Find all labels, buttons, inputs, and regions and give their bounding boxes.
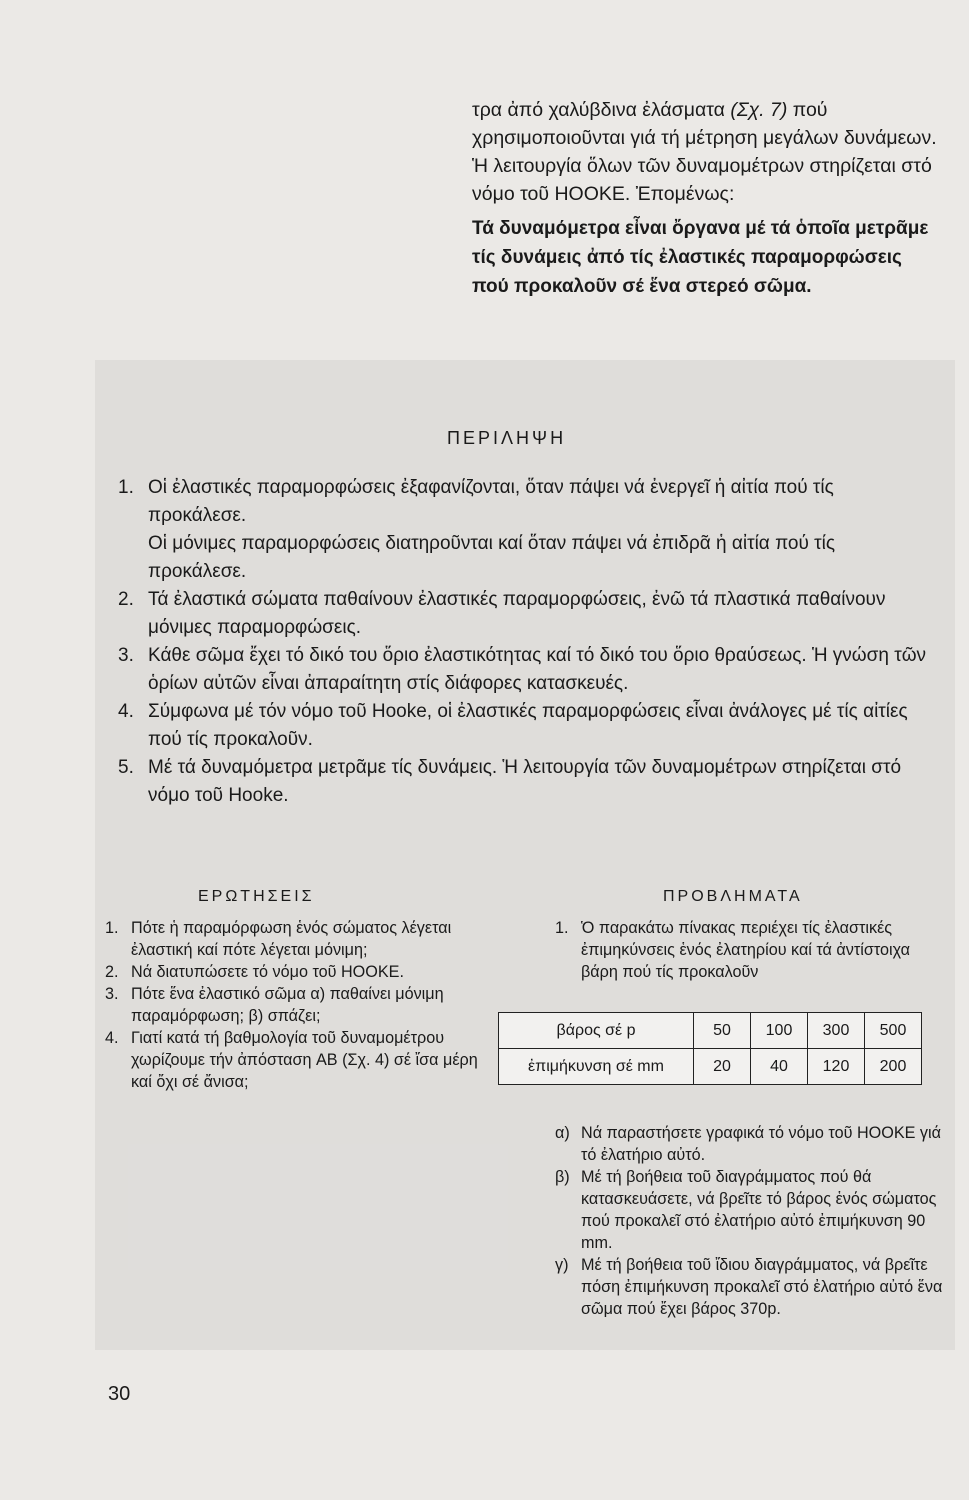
summary-item-text: Σύμφωνα μέ τόν νόμο τοῦ Hooke, οἱ ἐλαστικές παραμορφώσεις εἶναι ἀνάλογες μέ τίς αἰτίες πού τίς προκαλοῦν.	[148, 701, 908, 750]
question-text: Πότε ἕνα ἐλαστικό σῶμα α) παθαίνει μόνιμη παραμόρφωση; β) σπάζει;	[131, 985, 444, 1025]
question-item	[105, 917, 500, 961]
summary-item-number: 5.	[118, 757, 134, 778]
summary-title: ΠΕΡΙΛΗΨΗ	[447, 428, 567, 448]
summary-item-text: Μέ τά δυναμόμετρα μετρᾶμε τίς δυνάμεις. Ἡ λειτουργία τῶν δυναμομέτρων στηρίζεται στό νόμο τοῦ Hooke.	[148, 757, 902, 806]
question-text: Πότε ἡ παραμόρφωση ἑνός σώματος λέγεται ἐλαστική καί πότε λέγεται μόνιμη;	[131, 919, 452, 959]
question-number: 1.	[105, 919, 119, 937]
definition-bold: Τά δυναμόμετρα εἶναι ὄργανα μέ τά ὁποῖα μετρᾶμε τίς δυνάμεις ἀπό τίς ἐλαστικές παραμορφώσεις πού προκαλοῦν σέ ἕνα στερεό σῶμα.	[472, 218, 929, 297]
intro-paragraph	[472, 96, 942, 208]
summary-item	[118, 698, 928, 754]
question-text: Γιατί κατά τή βαθμολογία τοῦ δυναμομέτρου χωρίζουμε τήν ἀπόσταση AB (Σχ. 4) σέ ἴσα μέρη καί ὄχι σέ ἄνισα;	[131, 1029, 478, 1091]
summary-item-number: 1.	[118, 477, 134, 498]
table-cell: 500	[865, 1013, 922, 1049]
summary-item-number: 3.	[118, 645, 134, 666]
subquestion-item	[555, 1254, 950, 1320]
table-row-weight	[499, 1013, 922, 1049]
summary-item	[118, 754, 928, 810]
question-number: 2.	[105, 963, 119, 981]
weight-extension-table	[498, 1012, 922, 1085]
problem-text: Ὁ παρακάτω πίνακας περιέχει τίς ἐλαστικές ἐπιμηκύνσεις ἑνός ἐλατηρίου καί τά ἀντίστοιχα βάρη πού τίς προκαλοῦν	[581, 919, 911, 981]
summary-item	[118, 642, 928, 698]
summary-list	[118, 474, 928, 810]
problem-number: 1.	[555, 919, 569, 937]
subquestion-label: γ)	[555, 1256, 569, 1274]
summary-item-text: Οἱ ἐλαστικές παραμορφώσεις ἐξαφανίζονται, ὅταν πάψει νά ἐνεργεῖ ἡ αἰτία πού τίς προκάλεσε.	[148, 477, 834, 526]
summary-item-number: 2.	[118, 589, 134, 610]
summary-item-text: Οἱ μόνιμες παραμορφώσεις διατηροῦνται καί ὅταν πάψει νά ἐπιδρᾶ ἡ αἰτία πού τίς προκάλεσε.	[148, 533, 836, 582]
summary-item	[118, 474, 928, 586]
questions-list	[105, 917, 500, 1093]
intro-text-end: πού χρησιμοποιοῦνται γιά τή μέτρηση μεγάλων δυνάμεων. Ἡ λειτουργία ὅλων τῶν δυναμομέτρων στηρίζεται στό νόμο τοῦ HOOKE. Ἐπομένως:	[472, 99, 937, 205]
subquestion-text: Μέ τή βοήθεια τοῦ διαγράμματος πού θά κατασκευάσετε, νά βρεῖτε τό βάρος ἑνός σώματος πού προκαλεῖ στό ἐλατήριο αὐτό ἐπιμήκυνση 90 mm.	[581, 1168, 937, 1252]
table-row-label: ἐπιμήκυνση σέ mm	[499, 1049, 694, 1085]
subquestion-text: Νά παραστήσετε γραφικά τό νόμο τοῦ HOOKE γιά τό ἐλατήριο αὐτό.	[581, 1124, 941, 1164]
question-number: 4.	[105, 1029, 119, 1047]
figure-reference: (Σχ. 7)	[730, 99, 788, 121]
table-cell: 100	[751, 1013, 808, 1049]
subquestion-label: β)	[555, 1168, 570, 1186]
question-text: Νά διατυπώσετε τό νόμο τοῦ HOOKE.	[131, 963, 404, 981]
table-cell: 50	[694, 1013, 751, 1049]
subquestion-item	[555, 1166, 950, 1254]
page-number: 30	[108, 1383, 131, 1405]
intro-text-start: τρα ἀπό χαλύβδινα ἐλάσματα	[472, 99, 731, 121]
problems-title: ΠΡΟΒΛΗΜΑΤΑ	[663, 888, 803, 905]
summary-item	[118, 586, 928, 642]
table-cell: 200	[865, 1049, 922, 1085]
summary-item-number: 4.	[118, 701, 134, 722]
summary-item-text: Κάθε σῶμα ἔχει τό δικό του ὅριο ἐλαστικότητας καί τό δικό του ὅριο θραύσεως. Ἡ γνώση τῶν ὁρίων αὐτῶν εἶναι ἀπαραίτητη στίς διάφορες κατασκευές.	[148, 645, 927, 694]
table-row-label: βάρος σέ p	[499, 1013, 694, 1049]
question-item	[105, 1027, 500, 1093]
table-cell: 300	[808, 1013, 865, 1049]
table-row-extension	[499, 1049, 922, 1085]
questions-title: ΕΡΩΤΗΣΕΙΣ	[198, 888, 315, 905]
subquestion-item	[555, 1122, 950, 1166]
table-cell: 20	[694, 1049, 751, 1085]
table-cell: 120	[808, 1049, 865, 1085]
summary-item-text: Τά ἐλαστικά σώματα παθαίνουν ἐλαστικές παραμορφώσεις, ἐνῶ τά πλαστικά παθαίνουν μόνιμες παραμορφώσεις.	[148, 589, 886, 638]
question-number: 3.	[105, 985, 119, 1003]
subquestions-list	[555, 1122, 950, 1320]
subquestion-label: α)	[555, 1124, 570, 1142]
problem-1	[555, 917, 950, 983]
question-item	[105, 983, 500, 1027]
subquestion-text: Μέ τή βοήθεια τοῦ ἴδιου διαγράμματος, νά βρεῖτε πόση ἐπιμήκυνση προκαλεῖ στό ἐλατήριο αὐτό ἕνα σῶμα πού ἔχει βάρος 370p.	[581, 1256, 943, 1318]
question-item	[105, 961, 500, 983]
table-cell: 40	[751, 1049, 808, 1085]
